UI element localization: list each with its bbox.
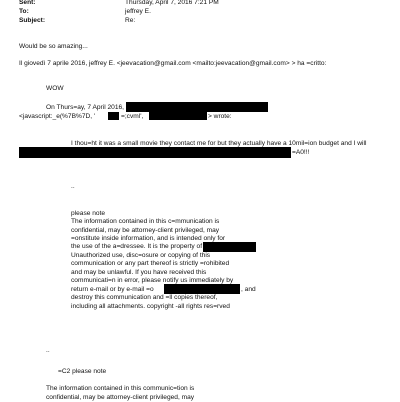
movie-tail: =A0!!! [292, 149, 310, 156]
notice-line: please note [71, 210, 106, 217]
quote-wrote: > wrote: [208, 113, 232, 120]
c2-note-line: =C2 please note [58, 368, 107, 375]
notice-line: The information contained in this c=mmunication is [71, 218, 220, 225]
notice-line: including all attachments. copyright -all rights res=rved [71, 303, 230, 310]
notice-and: , and [241, 286, 256, 293]
notice-line: destroy this communication and =ll copies thereof, [71, 294, 218, 301]
notice-line: communicati=n in error, please notify us immediately by [71, 277, 234, 284]
redaction-js-2 [149, 112, 207, 120]
to-value: jeffrey E. [125, 8, 151, 15]
notice-line: confidential, may be attorney-client privileged, may [71, 227, 220, 234]
redaction-email-notice [164, 284, 240, 294]
subject-label: Subject: [19, 17, 46, 24]
separator-dots-1: .. [71, 183, 75, 190]
quote-on-line: On Thurs=ay, 7 April 2016, [46, 104, 125, 111]
redaction-js-1 [108, 112, 119, 120]
quoted-header-line: Il giovedì 7 aprile 2016, jeffrey E. <jeevacation@gmail.com <mailto:jeevacation@gmail.com> > ha =critto: [19, 60, 327, 67]
separator-dots-2: .. [46, 347, 50, 354]
redaction-email-1 [126, 102, 268, 112]
quote-js-start: <javascript:_e(%7B%7D, ' [19, 113, 96, 120]
quote-js-mid: =;cvml', [121, 113, 144, 120]
wow-text: WOW [46, 85, 64, 92]
notice-line: communication or any part thereof is strictly =rohibited [71, 260, 230, 267]
movie-line: I thou=ht it was a small movie they contact me for but they actually have a 10mil=ion budget and I will [71, 140, 367, 147]
redaction-movie [19, 147, 291, 158]
notice-line: Unauthorized use, disc=osure or copying of this [71, 252, 211, 259]
sent-value: Thursday, April 7, 2016 7:21 PM [125, 0, 219, 6]
sent-label: Sent: [19, 0, 36, 6]
subject-value: Re: [125, 17, 136, 24]
to-label: To: [19, 8, 29, 15]
notice-line: return e-mail or by e-mail =o [71, 286, 154, 293]
notice-line: =onstitute inside information, and is intended only for [71, 235, 226, 242]
reply-line: Would be so amazing... [19, 43, 88, 50]
redaction-property [203, 242, 256, 252]
notice-line: the use of the a=dressee. It is the property of [71, 243, 203, 250]
notice2-line: confidential, may be attorney-client privileged, may [46, 394, 195, 401]
notice2-line: The information contained in this communic=tion is [46, 385, 195, 392]
notice-line: and may be unlawful. If you have received this [71, 269, 207, 276]
